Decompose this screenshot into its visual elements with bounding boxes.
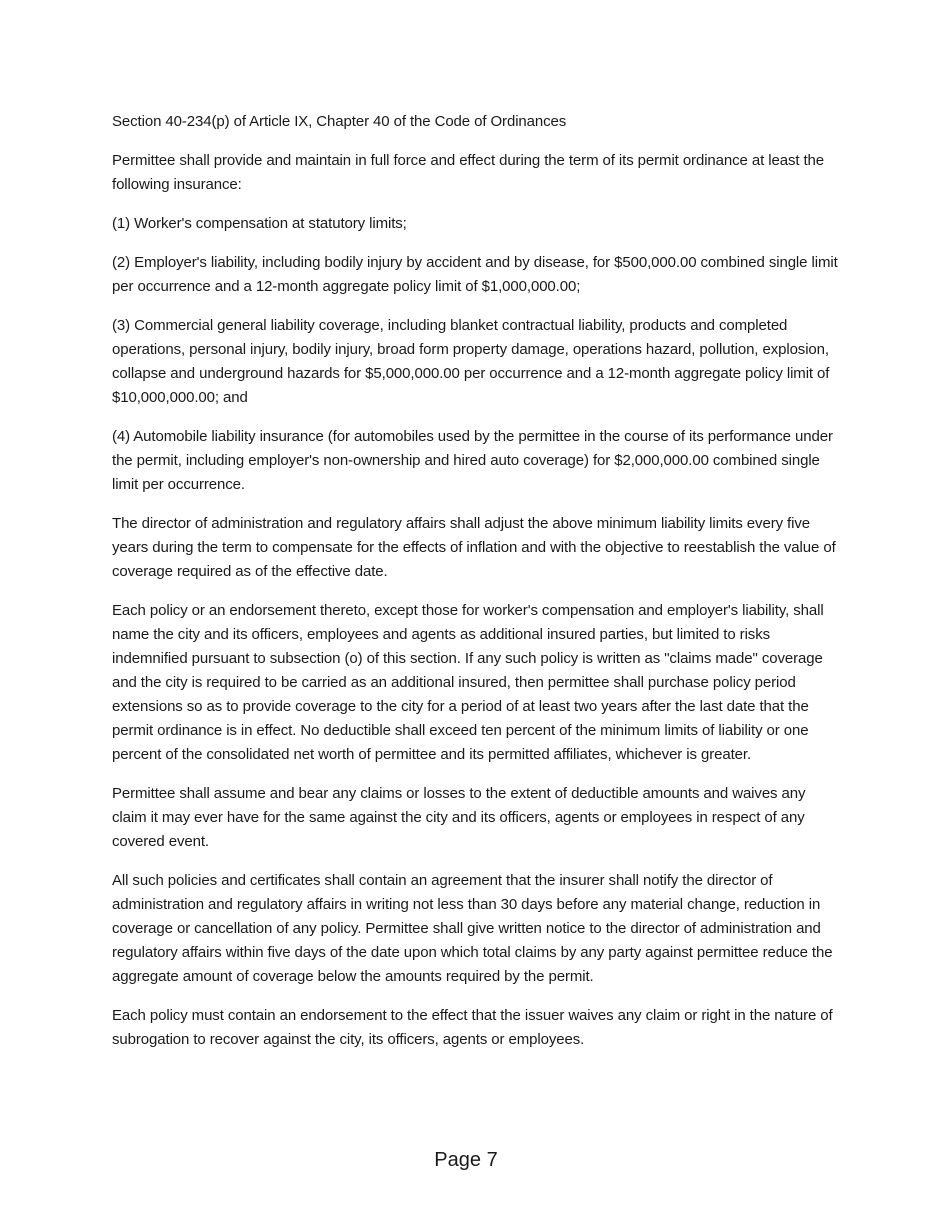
paragraph-adjustment: The director of administration and regulatory affairs shall adjust the above minimum liability limits every five years during the term to compensate for the effects of inflation and with the objective to reestablish the value of coverage required as of the effective date. bbox=[112, 515, 836, 580]
paragraph-item-1: (1) Worker's compensation at statutory limits; bbox=[112, 215, 407, 232]
paragraph-item-2: (2) Employer's liability, including bodily injury by accident and by disease, for $500,000.00 combined single limit per occurrence and a 12-month aggregate policy limit of $1,000,000.00; bbox=[112, 254, 838, 295]
paragraph-subrogation: Each policy must contain an endorsement to the effect that the issuer waives any claim or right in the nature of subrogation to recover against the city, its officers, agents or employees. bbox=[112, 1007, 833, 1048]
paragraph-item-3: (3) Commercial general liability coverage, including blanket contractual liability, products and completed operations, personal injury, bodily injury, broad form property damage, operations hazard, pollution, explosion, collapse and underground hazards for $5,000,000.00 per occurrence and a 12-month aggregate policy limit of $10,000,000.00; and bbox=[112, 317, 830, 406]
section-heading: Section 40-234(p) of Article IX, Chapter 40 of the Code of Ordinances bbox=[112, 113, 567, 130]
document-body bbox=[112, 110, 842, 1067]
paragraph-intro: Permittee shall provide and maintain in full force and effect during the term of its permit ordinance at least the following insurance: bbox=[112, 152, 825, 193]
paragraph-deductibles: Permittee shall assume and bear any claims or losses to the extent of deductible amounts and waives any claim it may ever have for the same against the city and its officers, agents or employees in respect of any covered event. bbox=[112, 785, 806, 850]
paragraph-notice: All such policies and certificates shall contain an agreement that the insurer shall notify the director of administration and regulatory affairs in writing not less than 30 days before any material change, reduction in coverage or cancellation of any policy. Permittee shall give written notice to the director of administration and regulatory affairs within five days of the date upon which total claims by any party against permittee reduce the aggregate amount of coverage below the amounts required by the permit. bbox=[112, 872, 833, 985]
page-number: Page 7 bbox=[434, 1149, 498, 1171]
paragraph-item-4: (4) Automobile liability insurance (for automobiles used by the permittee in the course of its performance under the permit, including employer's non-ownership and hired auto coverage) for $2,000,000.00 combined single limit per occurrence. bbox=[112, 428, 833, 493]
paragraph-additional-insured: Each policy or an endorsement thereto, except those for worker's compensation and employer's liability, shall name the city and its officers, employees and agents as additional insured parties, but limited to risks indemnified pursuant to subsection (o) of this section. If any such policy is written as "claims made" coverage and the city is required to be carried as an additional insured, then permittee shall purchase policy period extensions so as to provide coverage to the city for a period of at least two years after the last date that the permit ordinance is in effect. No deductible shall exceed ten percent of the minimum limits of liability or one percent of the consolidated net worth of permittee and its permitted affiliates, whichever is greater. bbox=[112, 602, 824, 763]
